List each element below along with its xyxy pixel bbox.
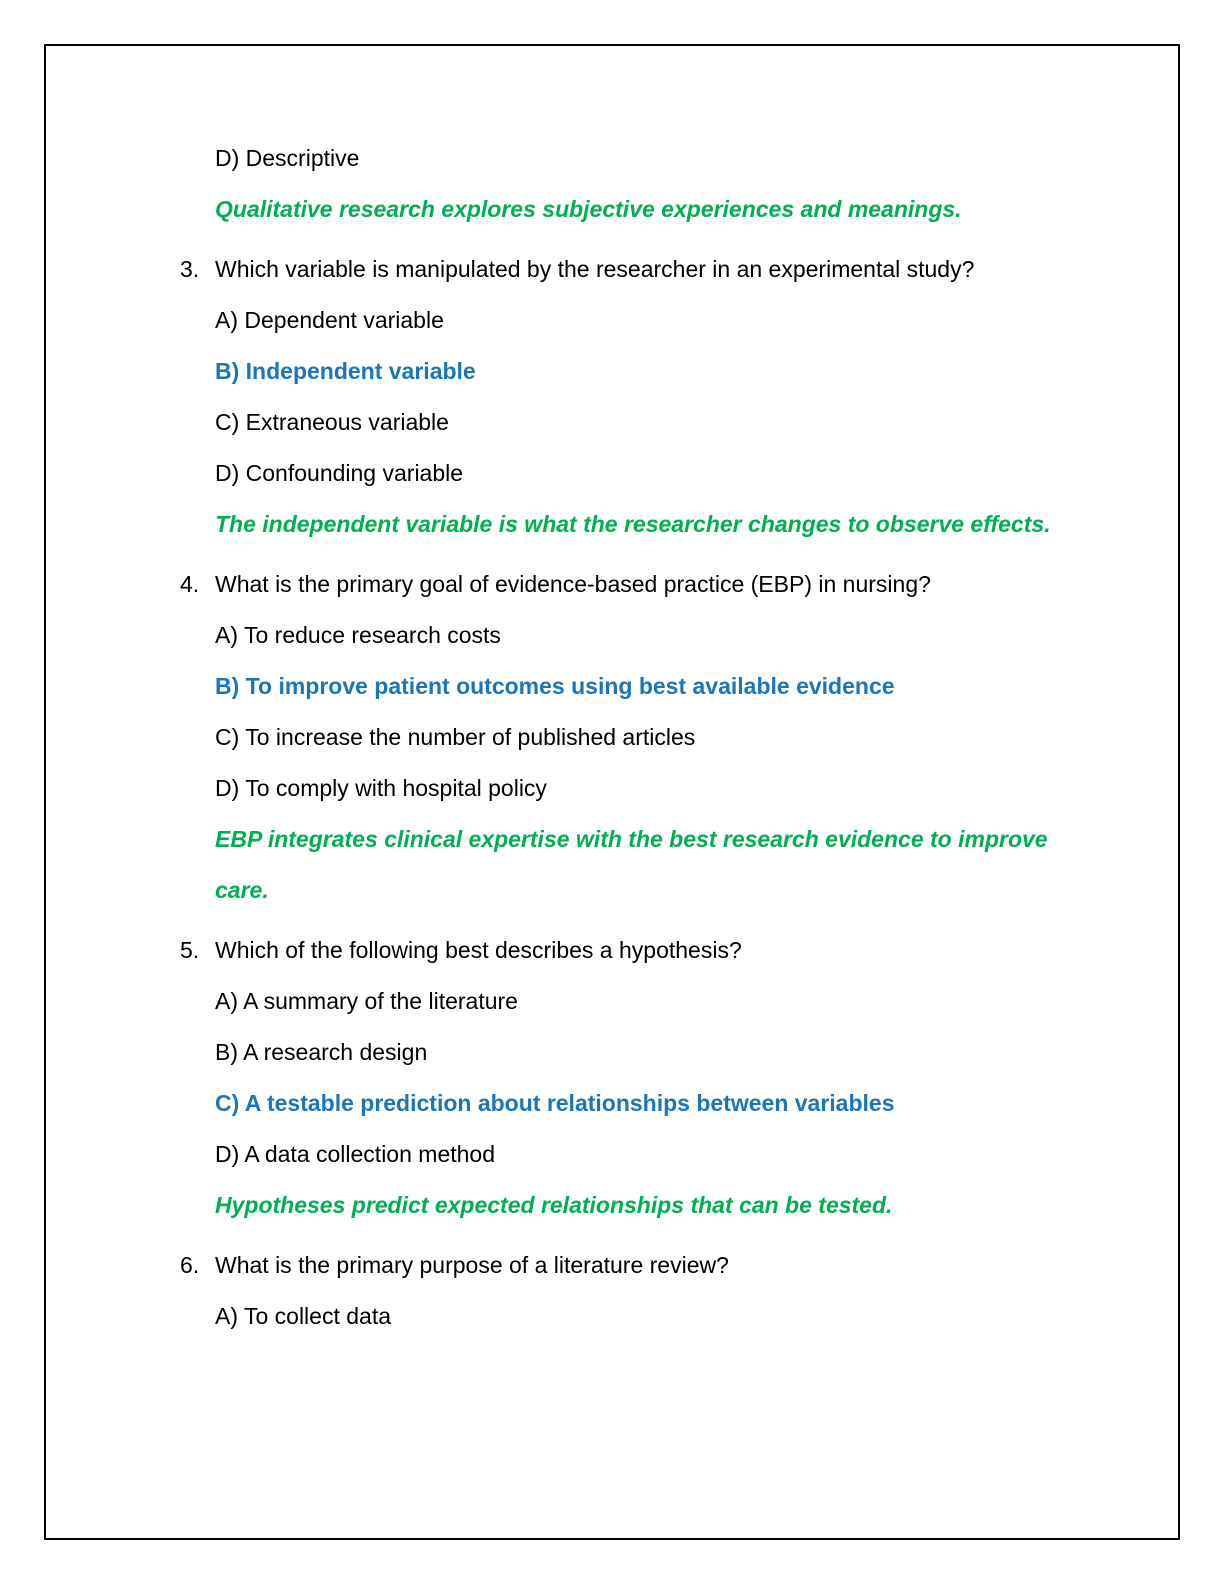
question-number: 3. xyxy=(180,256,200,282)
question-line xyxy=(180,559,1085,610)
question-line xyxy=(180,1240,1085,1291)
answer-option: D) A data collection method xyxy=(215,1141,495,1167)
question-text: What is the primary purpose of a literature review? xyxy=(215,1252,729,1278)
explanation-text: Hypotheses predict expected relationships that can be tested. xyxy=(215,1192,893,1218)
question-item xyxy=(180,1240,1085,1342)
explanation-text: The independent variable is what the researcher changes to observe effects. xyxy=(215,511,1051,537)
answer-option: A) Dependent variable xyxy=(215,307,444,333)
answer-option: C) Extraneous variable xyxy=(215,409,449,435)
answer-option: D) Descriptive xyxy=(215,145,360,171)
question-text: Which variable is manipulated by the researcher in an experimental study? xyxy=(215,256,975,282)
answer-option-correct: B) To improve patient outcomes using best available evidence xyxy=(215,673,895,699)
answer-option: D) Confounding variable xyxy=(215,460,464,486)
explanation-text: Qualitative research explores subjective experiences and meanings. xyxy=(215,196,962,222)
answer-option: A) A summary of the literature xyxy=(215,988,518,1014)
question-text: What is the primary goal of evidence-based practice (EBP) in nursing? xyxy=(215,571,931,597)
answer-option-correct: B) Independent variable xyxy=(215,358,476,384)
question-number: 5. xyxy=(180,937,200,963)
question-item xyxy=(180,244,1085,550)
question-item xyxy=(180,925,1085,1231)
answer-option: A) To collect data xyxy=(215,1303,392,1329)
answer-option: B) A research design xyxy=(215,1039,428,1065)
answer-option: C) To increase the number of published articles xyxy=(215,724,696,750)
question-number: 4. xyxy=(180,571,200,597)
document-content xyxy=(180,133,1085,1342)
explanation-text: EBP integrates clinical expertise with the best research evidence to improve care. xyxy=(215,826,1048,903)
question-item xyxy=(180,559,1085,916)
answer-option: A) To reduce research costs xyxy=(215,622,501,648)
question-number: 6. xyxy=(180,1252,200,1278)
answer-option-correct: C) A testable prediction about relationships between variables xyxy=(215,1090,895,1116)
question-line xyxy=(180,925,1085,976)
question-text: Which of the following best describes a hypothesis? xyxy=(215,937,742,963)
answer-option: D) To comply with hospital policy xyxy=(215,775,547,801)
question-line xyxy=(180,244,1085,295)
question-fragment xyxy=(180,133,1085,235)
